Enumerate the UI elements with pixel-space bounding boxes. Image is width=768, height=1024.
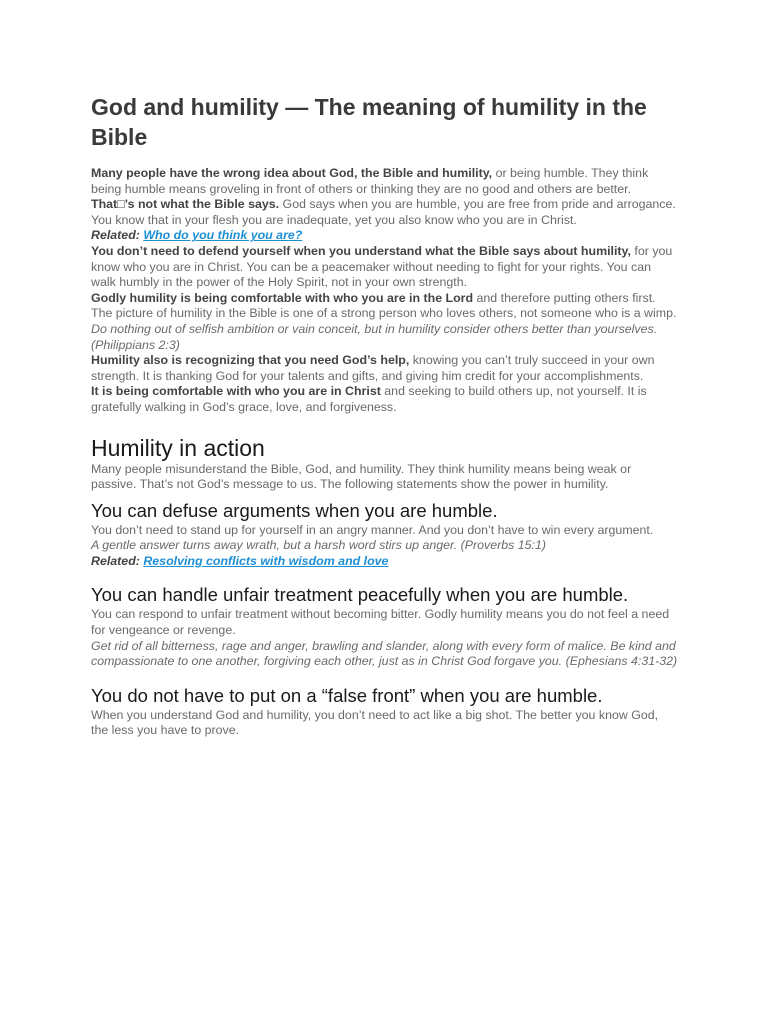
related-link-who-do-you-think[interactable]: Who do you think you are? [143, 228, 303, 243]
section-heading-humility-in-action: Humility in action [91, 434, 265, 461]
point1-text: You don’t need to stand up for yourself in an angry manner. And you don’t have to win every argument. [91, 522, 654, 537]
body-1-bold: You don’t need to defend yourself when you understand what the Bible says about humility, [91, 243, 631, 258]
heading-false-front: You do not have to put on a “false front” when you are humble. [91, 684, 603, 706]
action-intro: Many people misunderstand the Bible, God, and humility. They think humility means being weak or passive. That’s not God’s message to us. The following statements show the power in humility. [91, 461, 632, 492]
intro-paragraph-2 [91, 197, 678, 228]
body-3-bold: Humility also is recognizing that you need God’s help, [91, 353, 410, 368]
body-3-text: knowing you can’t truly succeed in your own strength. It is thanking God for your talents and gifts, and giving him credit for your accomplishments. [91, 353, 655, 383]
quote-1-text: Do nothing out of selfish ambition or vain conceit, but in humility consider others better than yourselves. (Philippians 2:3) [91, 321, 658, 352]
spacer [91, 670, 678, 684]
related-link-resolving-conflicts[interactable]: Resolving conflicts with wisdom and love [143, 553, 389, 568]
intro-1-bold: Many people have the wrong idea about God, the Bible and humility, [91, 166, 493, 180]
intro-2-text: God says when you are humble, you are free from pride and arrogance. You know that in your flesh you are inadequate, yet you also know who you are in Christ. [91, 197, 676, 227]
spacer [91, 569, 678, 583]
quote-3-text: Get rid of all bitterness, rage and anger, brawling and slander, along with every form of malice. Be kind and compassionate to one another, forgiving each other, just as in Christ God forgave you. (Ephesians 4:31-32) [91, 638, 678, 669]
point2-text: You can respond to unfair treatment without becoming bitter. Godly humility means you do not feel a need for vengeance or revenge. [91, 607, 670, 638]
intro-1-text: or being humble. They think being humble means groveling in front of others or thinking they are no good and others are better. [91, 166, 649, 196]
related-line-2 [91, 554, 678, 570]
body-2-text: and therefore putting others first. The picture of humility in the Bible is one of a strong person who loves others, not someone who is a wimp. [91, 290, 677, 321]
body-2-bold: Godly humility is being comfortable with who you are in the Lord [91, 290, 474, 305]
related-label-1: Related: [91, 228, 140, 243]
body-paragraph-2 [91, 291, 678, 322]
related-label-2: Related: [91, 553, 140, 568]
point3-text: When you understand God and humility, you don’t need to act like a big shot. The better you know God, the less you have to prove. [91, 707, 659, 738]
intro-2-bold: That□’s not what the Bible says. [91, 197, 280, 212]
heading-defuse-arguments: You can defuse arguments when you are humble. [91, 499, 498, 521]
body-paragraph-4 [91, 384, 678, 415]
heading-unfair-treatment: You can handle unfair treatment peacefully when you are humble. [91, 584, 629, 606]
body-1-text: for you know who you are in Christ. You can be a peacemaker without needing to fight for your rights. You can walk humbly in the power of the Holy Spirit, not in your own strength. [91, 243, 673, 290]
page-title: God and humility — The meaning of humility in the Bible [91, 94, 647, 150]
related-line-1 [91, 228, 678, 244]
body-paragraph-1 [91, 244, 678, 291]
body-4-bold: It is being comfortable with who you are in Christ [91, 384, 381, 399]
quote-philippians [91, 322, 678, 353]
intro-paragraph-1 [91, 166, 678, 197]
body-4-text: and seeking to build others up, not yourself. It is gratefully walking in God’s grace, love, and forgiveness. [91, 384, 647, 414]
quote-ephesians [91, 639, 678, 670]
quote-proverbs [91, 538, 678, 554]
quote-2-text: A gentle answer turns away wrath, but a harsh word stirs up anger. (Proverbs 15:1) [91, 538, 546, 553]
body-paragraph-3 [91, 353, 678, 384]
